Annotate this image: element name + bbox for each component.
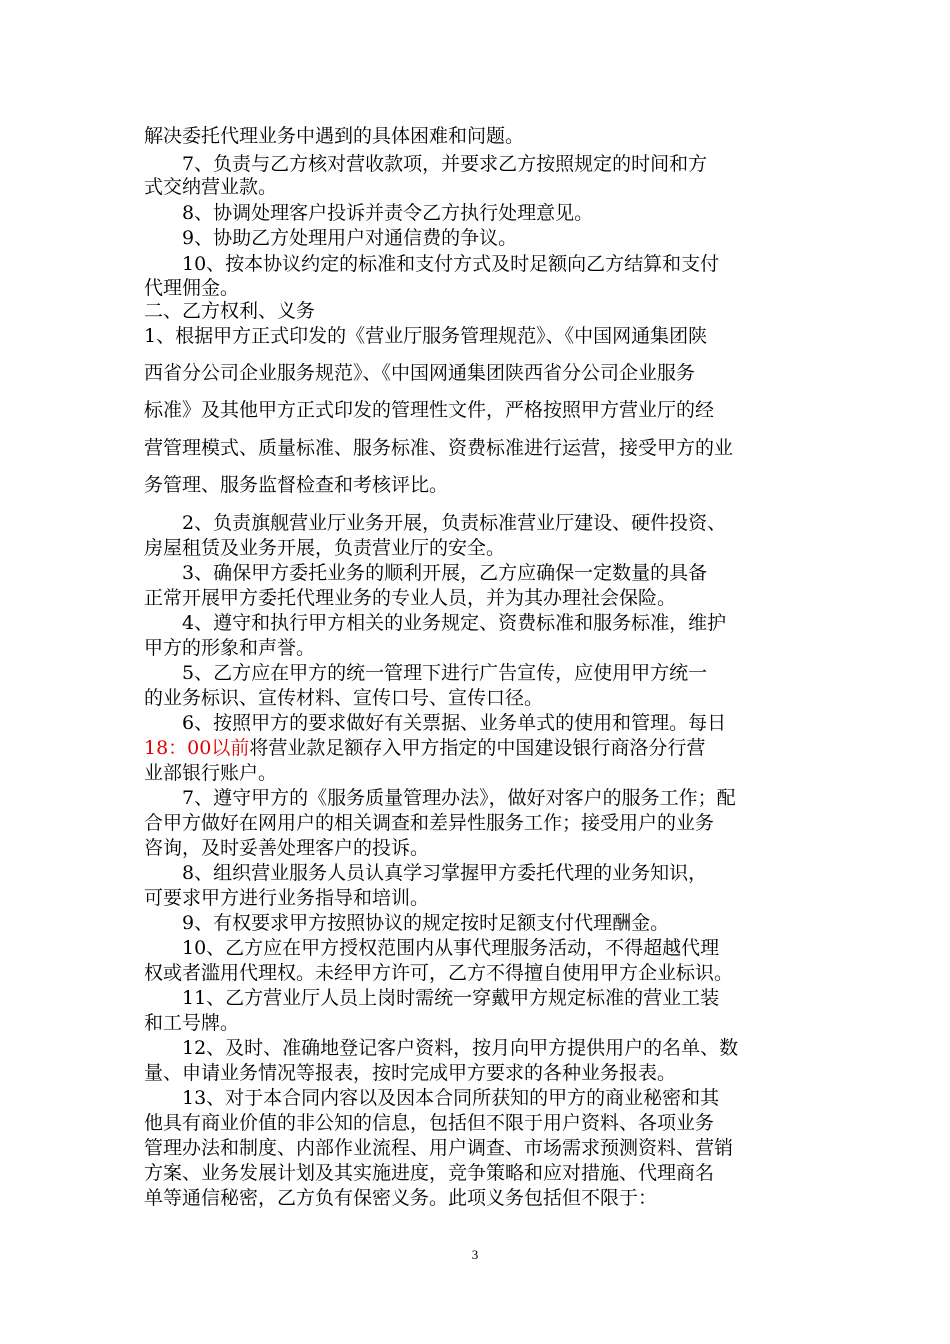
text-line: 单等通信秘密，乙方负有保密义务。此项义务包括但不限于：: [144, 1187, 658, 1209]
text-line: 管理办法和制度、内部作业流程、用户调查、市场需求预测资料、营销: [144, 1137, 734, 1159]
text-line: 7、遵守甲方的《服务质量管理办法》，做好对客户的服务工作；配: [144, 787, 736, 809]
text-line: 5、乙方应在甲方的统一管理下进行广告宣传，应使用甲方统一: [144, 662, 708, 684]
text-line: 8、协调处理客户投诉并责令乙方执行处理意见。: [144, 202, 594, 224]
text-line: 合甲方做好在网用户的相关调查和差异性服务工作；接受用户的业务: [144, 812, 715, 834]
deposit-time-line: [144, 739, 804, 758]
text-line: 10、乙方应在甲方授权范围内从事代理服务活动，不得超越代理: [144, 937, 720, 959]
deposit-time-highlight: 18：00以前: [144, 737, 250, 759]
text-line: 10、按本协议约定的标准和支付方式及时足额向乙方结算和支付: [144, 253, 720, 275]
text-line: 甲方的形象和声誉。: [144, 637, 316, 659]
text-line: 量、申请业务情况等报表，按时完成甲方要求的各种业务报表。: [144, 1062, 677, 1084]
text-line: 6、按照甲方的要求做好有关票据、业务单式的使用和管理。每日: [144, 712, 727, 734]
text-line: 房屋租赁及业务开展，负责营业厅的安全。: [144, 537, 506, 559]
text-line: 方案、业务发展计划及其实施进度，竞争策略和应对措施、代理商名: [144, 1162, 715, 1184]
text-line: 代理佣金。: [144, 277, 240, 299]
text-line: 解决委托代理业务中遇到的具体困难和问题。: [144, 125, 525, 147]
text-line: 8、组织营业服务人员认真学习掌握甲方委托代理的业务知识，: [144, 862, 708, 884]
text-line: 2、负责旗舰营业厅业务开展，负责标准营业厅建设、硬件投资、: [144, 512, 727, 534]
text-line: 11、乙方营业厅人员上岗时需统一穿戴甲方规定标准的营业工装: [144, 987, 720, 1009]
text-line: 正常开展甲方委托代理业务的专业人员，并为其办理社会保险。: [144, 587, 677, 609]
text-line: 营管理模式、质量标准、服务标准、资费标准进行运营，接受甲方的业: [144, 437, 734, 459]
text-line: 9、有权要求甲方按照协议的规定按时足额支付代理酬金。: [144, 912, 670, 934]
deposit-line-rest: 将营业款足额存入甲方指定的中国建设银行商洛分行营: [249, 737, 706, 759]
text-line: 可要求甲方进行业务指导和培训。: [144, 887, 430, 909]
text-line: 式交纳营业款。: [144, 176, 278, 198]
text-line: 13、对于本合同内容以及因本合同所获知的甲方的商业秘密和其: [144, 1087, 720, 1109]
text-line: 标准》及其他甲方正式印发的管理性文件，严格按照甲方营业厅的经: [144, 399, 715, 421]
text-line: 的业务标识、宣传材料、宣传口号、宣传口径。: [144, 687, 544, 709]
text-line: 业部银行账户。: [144, 762, 278, 784]
text-line: 权或者滥用代理权。未经甲方许可，乙方不得擅自使用甲方企业标识。: [144, 962, 734, 984]
text-line: 和工号牌。: [144, 1012, 240, 1034]
text-line: 咨询，及时妥善处理客户的投诉。: [144, 837, 430, 859]
page-number: 3: [471, 1247, 479, 1262]
text-line: 务管理、服务监督检查和考核评比。: [144, 474, 449, 496]
text-line: 3、确保甲方委托业务的顺利开展，乙方应确保一定数量的具备: [144, 562, 708, 584]
section-heading: 二、乙方权利、义务: [144, 300, 316, 322]
text-line: 1、根据甲方正式印发的《营业厅服务管理规范》、《中国网通集团陕: [144, 325, 708, 347]
text-line: 4、遵守和执行甲方相关的业务规定、资费标准和服务标准，维护: [144, 612, 727, 634]
text-line: 7、负责与乙方核对营收款项，并要求乙方按照规定的时间和方: [144, 153, 708, 175]
text-line: 西省分公司企业服务规范》、《中国网通集团陕西省分公司企业服务: [144, 362, 696, 384]
text-line: 9、协助乙方处理用户对通信费的争议。: [144, 227, 518, 249]
text-line: 他具有商业价值的非公知的信息，包括但不限于用户资料、各项业务: [144, 1112, 715, 1134]
text-line: 12、及时、准确地登记客户资料，按月向甲方提供用户的名单、数: [144, 1037, 739, 1059]
